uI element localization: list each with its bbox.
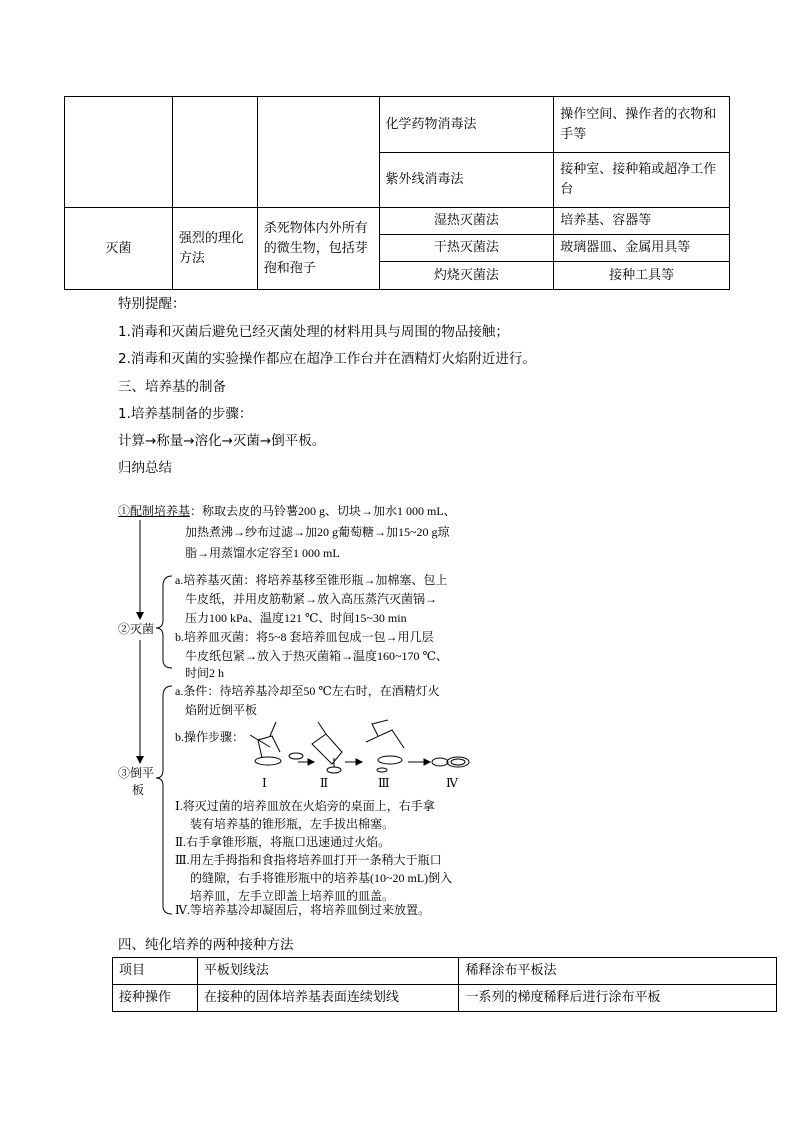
sterilize-condition-cell: 强烈的理化方法: [172, 208, 257, 290]
step-1-line: 脂→用蒸馏水定容至1 000 mL: [185, 546, 340, 560]
step-2-line: 牛皮纸，并用皮筋勒紧→放入高压蒸汽灭菌锅→: [185, 592, 438, 606]
note-item: 2.消毒和灭菌的实验操作都应在超净工作台并在酒精灯火焰附近进行。: [118, 351, 536, 367]
step-3-label: ③倒平: [118, 766, 155, 780]
notes-title: 特别提醒：: [118, 296, 186, 312]
figure-step-1: [250, 722, 303, 765]
object-cell: 接种工具等: [554, 262, 730, 290]
table-cell: 在接种的固体培养基表面连续划线: [197, 985, 459, 1012]
step-2-line: 压力100 kPa、温度121 ℃、时间15~30 min: [185, 611, 407, 625]
inoculation-table: [112, 957, 777, 1012]
figure-label: Ⅱ: [320, 776, 329, 790]
method-cell: 化学药物消毒法: [379, 97, 554, 153]
step-3-sub: b.操作步骤：: [175, 730, 245, 744]
steps-text: 计算→称量→溶化→灭菌→倒平板。: [118, 433, 326, 449]
step-3-line: Ⅲ.用左手拇指和食指将培养皿打开一条稍大于瓶口: [175, 853, 442, 867]
step-3-line: a.条件：待培养基冷却至50 ℃左右时，在酒精灯火: [175, 684, 440, 698]
step-2-label: ②灭菌: [118, 622, 155, 636]
note-item: 1.消毒和灭菌后避免已经灭菌处理的材料用具与周围的物品接触；: [118, 324, 509, 340]
object-cell: 培养基、容器等: [554, 208, 730, 235]
object-cell: 操作空间、操作者的衣物和手等: [554, 97, 730, 153]
table-cell: 接种操作: [113, 985, 198, 1012]
step-3-line: Ⅱ.右手拿锥形瓶，将瓶口迅速通过火焰。: [175, 835, 391, 849]
section-heading: 三、培养基的制备: [118, 379, 226, 395]
table-header-cell: 平板划线法: [197, 958, 459, 985]
step-2-line: a.培养基灭菌：将培养基移至锥形瓶→加棉塞、包上: [175, 573, 448, 587]
step-3-line: 装有培养基的锥形瓶，左手拔出棉塞。: [190, 817, 395, 831]
step-3-line: 焰附近倒平板: [185, 703, 258, 717]
step-2-line: 时间2 h: [185, 666, 225, 680]
method-cell: 湿热灭菌法: [379, 208, 554, 235]
method-cell: 紫外线消毒法: [379, 153, 554, 208]
method-cell: 干热灭菌法: [379, 235, 554, 262]
summary-label: 归纳总结: [118, 460, 172, 476]
figure-step-4: [408, 757, 469, 767]
object-cell: 接种室、接种箱或超净工作台: [554, 153, 730, 208]
object-cell: 玻璃器皿、金属用具等: [554, 235, 730, 262]
step-3-line: Ⅰ.将灭过菌的培养皿放在火焰旁的桌面上，右手拿: [175, 799, 435, 813]
step-1-label: ①配制培养基: [118, 504, 191, 518]
figure-label: Ⅰ: [262, 776, 267, 790]
sterilize-effect-cell: 杀死物体内外所有的微生物，包括芽孢和孢子: [257, 208, 379, 290]
section-heading: 四、纯化培养的两种接种方法: [118, 937, 294, 953]
figure-step-3: [366, 720, 404, 772]
step-3-line: Ⅳ.等培养基冷却凝固后，将培养皿倒过来放置。: [175, 903, 430, 917]
step-3-label: 板: [132, 783, 145, 797]
subheading: 1.培养基制备的步骤：: [118, 406, 253, 422]
table-header-cell: 项目: [113, 958, 198, 985]
sterilize-name-cell: 灭菌: [65, 208, 173, 290]
step-3-line: 培养皿，左手立即盖上培养皿的皿盖。: [190, 889, 395, 903]
method-cell: 灼烧灭菌法: [379, 262, 554, 290]
step-2-line: 牛皮纸包紧→放入于热灭菌箱→温度160~170 ℃、: [185, 649, 448, 663]
step-1-line: ：称取去皮的马铃薯200 g、切块→加水1 000 mL、: [190, 504, 456, 518]
figure-label: Ⅳ: [446, 776, 458, 790]
step-1-line: 加热煮沸→纱布过滤→加20 g葡萄糖→加15~20 g琼: [185, 525, 450, 539]
table-header-cell: 稀释涂布平板法: [459, 958, 777, 985]
step-2-line: b.培养皿灭菌：将5~8 套培养皿包成一包→用几层: [175, 630, 434, 644]
step-1-block: [118, 502, 456, 521]
figure-label: Ⅲ: [378, 776, 390, 790]
figure-step-2: [312, 722, 342, 773]
step-3-line: 的缝隙，右手将锥形瓶中的培养基(10~20 mL)倒入: [190, 871, 453, 885]
table-cell: 一系列的梯度稀释后进行涂布平板: [459, 985, 777, 1012]
